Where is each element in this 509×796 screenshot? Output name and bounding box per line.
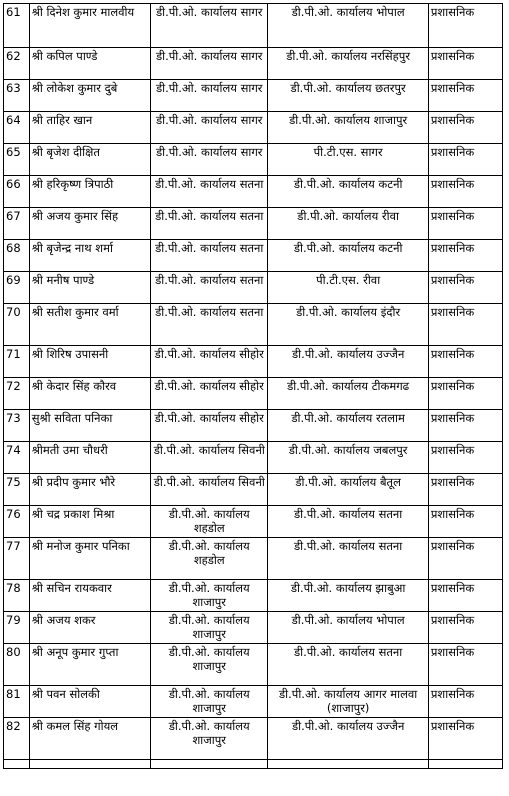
current-posting-cell: डी.पी.ओ. कार्यालय सतना bbox=[151, 176, 268, 208]
employee-name-cell: श्रीमती उमा चौधरी bbox=[29, 442, 150, 474]
serial-number-cell: 75 bbox=[4, 474, 30, 506]
serial-number-cell: 80 bbox=[4, 644, 30, 686]
current-posting-cell: डी.पी.ओ. कार्यालय शाजापुर bbox=[151, 718, 268, 760]
table-row bbox=[4, 112, 503, 144]
table-row-continuation bbox=[4, 760, 503, 769]
current-posting-cell: डी.पी.ओ. कार्यालय सीहोर bbox=[151, 378, 268, 410]
transfer-table bbox=[3, 3, 503, 769]
table-row bbox=[4, 240, 503, 272]
transfer-type-cell: प्रशासनिक bbox=[428, 378, 502, 410]
table-row bbox=[4, 48, 503, 80]
employee-name-cell: श्री दिनेश कुमार मालवीय bbox=[29, 4, 150, 48]
table-row bbox=[4, 686, 503, 718]
serial-number-cell: 72 bbox=[4, 378, 30, 410]
table-row bbox=[4, 144, 503, 176]
current-posting-cell: डी.पी.ओ. कार्यालय शाजापुर bbox=[151, 580, 268, 612]
current-posting-cell: डी.पी.ओ. कार्यालय सतना bbox=[151, 208, 268, 240]
serial-number-cell: 77 bbox=[4, 538, 30, 580]
new-posting-cell: पी.टी.एस. सागर bbox=[268, 144, 429, 176]
transfer-type-cell: प्रशासनिक bbox=[428, 410, 502, 442]
new-posting-cell: डी.पी.ओ. कार्यालय उज्जैन bbox=[268, 346, 429, 378]
new-posting-cell: डी.पी.ओ. कार्यालय टीकमगढ bbox=[268, 378, 429, 410]
new-posting-cell: डी.पी.ओ. कार्यालय सतना bbox=[268, 538, 429, 580]
new-posting-cell: डी.पी.ओ. कार्यालय इंदौर bbox=[268, 304, 429, 346]
table-row bbox=[4, 346, 503, 378]
new-posting-cell: डी.पी.ओ. कार्यालय जबलपुर bbox=[268, 442, 429, 474]
current-posting-cell: डी.पी.ओ. कार्यालय सागर bbox=[151, 112, 268, 144]
new-posting-cell: डी.पी.ओ. कार्यालय छतरपुर bbox=[268, 80, 429, 112]
current-posting-cell: डी.पी.ओ. कार्यालय सीहोर bbox=[151, 410, 268, 442]
transfer-table-body bbox=[4, 4, 503, 769]
current-posting-cell: डी.पी.ओ. कार्यालय शाजापुर bbox=[151, 644, 268, 686]
employee-name-cell: श्री केदार सिंह कौरव bbox=[29, 378, 150, 410]
table-row bbox=[4, 580, 503, 612]
serial-number-cell: 61 bbox=[4, 4, 30, 48]
transfer-type-cell: प्रशासनिक bbox=[428, 580, 502, 612]
serial-number-cell: 73 bbox=[4, 410, 30, 442]
new-posting-cell: डी.पी.ओ. कार्यालय भोपाल bbox=[268, 612, 429, 644]
current-posting-cell: डी.पी.ओ. कार्यालय सागर bbox=[151, 144, 268, 176]
employee-name-cell: सुश्री सविता पनिका bbox=[29, 410, 150, 442]
table-row bbox=[4, 612, 503, 644]
table-row bbox=[4, 4, 503, 48]
new-posting-cell: डी.पी.ओ. कार्यालय शाजापुर bbox=[268, 112, 429, 144]
transfer-type-cell: प्रशासनिक bbox=[428, 144, 502, 176]
employee-name-cell: श्री मनीष पाण्डे bbox=[29, 272, 150, 304]
transfer-type-cell: प्रशासनिक bbox=[428, 272, 502, 304]
serial-number-cell: 74 bbox=[4, 442, 30, 474]
employee-name-cell: श्री शिरिष उपासनी bbox=[29, 346, 150, 378]
transfer-type-cell: प्रशासनिक bbox=[428, 442, 502, 474]
current-posting-cell: डी.पी.ओ. कार्यालय सतना bbox=[151, 304, 268, 346]
transfer-type-cell: प्रशासनिक bbox=[428, 48, 502, 80]
current-posting-cell: डी.पी.ओ. कार्यालय सागर bbox=[151, 80, 268, 112]
serial-number-cell: 69 bbox=[4, 272, 30, 304]
new-posting-cell: पी.टी.एस. रीवा bbox=[268, 272, 429, 304]
current-posting-cell: डी.पी.ओ. कार्यालय शाजापुर bbox=[151, 686, 268, 718]
transfer-type-cell: प्रशासनिक bbox=[428, 474, 502, 506]
serial-number-cell: 78 bbox=[4, 580, 30, 612]
serial-number-cell: 79 bbox=[4, 612, 30, 644]
employee-name-cell: श्री अनूप कुमार गुप्ता bbox=[29, 644, 150, 686]
employee-name-cell: श्री हरिकृष्ण त्रिपाठी bbox=[29, 176, 150, 208]
transfer-type-cell: प्रशासनिक bbox=[428, 346, 502, 378]
current-posting-cell: डी.पी.ओ. कार्यालय सतना bbox=[151, 272, 268, 304]
transfer-type-cell: प्रशासनिक bbox=[428, 240, 502, 272]
table-row bbox=[4, 304, 503, 346]
new-posting-cell: डी.पी.ओ. कार्यालय झाबुआ bbox=[268, 580, 429, 612]
employee-name-cell: श्री अजय शकर bbox=[29, 612, 150, 644]
employee-name-cell: श्री ताहिर खान bbox=[29, 112, 150, 144]
new-posting-cell: डी.पी.ओ. कार्यालय रीवा bbox=[268, 208, 429, 240]
serial-number-cell: 71 bbox=[4, 346, 30, 378]
current-posting-cell: डी.पी.ओ. कार्यालय शहडोल bbox=[151, 538, 268, 580]
transfer-type-cell: प्रशासनिक bbox=[428, 304, 502, 346]
employee-name-cell: श्री मनोज कुमार पनिका bbox=[29, 538, 150, 580]
new-posting-cell: डी.पी.ओ. कार्यालय कटनी bbox=[268, 240, 429, 272]
serial-number-cell: 67 bbox=[4, 208, 30, 240]
table-row bbox=[4, 644, 503, 686]
new-posting-cell: डी.पी.ओ. कार्यालय सतना bbox=[268, 644, 429, 686]
new-posting-cell: डी.पी.ओ. कार्यालय कटनी bbox=[268, 176, 429, 208]
transfer-type-cell: प्रशासनिक bbox=[428, 644, 502, 686]
employee-name-cell: श्री लोकेश कुमार दुबे bbox=[29, 80, 150, 112]
serial-number-cell: 62 bbox=[4, 48, 30, 80]
serial-number-cell: 63 bbox=[4, 80, 30, 112]
serial-number-cell: 76 bbox=[4, 506, 30, 538]
employee-name-cell: श्री सतीश कुमार वर्मा bbox=[29, 304, 150, 346]
new-posting-cell: डी.पी.ओ. कार्यालय सतना bbox=[268, 506, 429, 538]
employee-name-cell: श्री प्रदीप कुमार भौरे bbox=[29, 474, 150, 506]
empty-cell bbox=[268, 760, 429, 769]
employee-name-cell: श्री बृजेन्द्र नाथ शर्मा bbox=[29, 240, 150, 272]
employee-name-cell: श्री कमल सिंह गोयल bbox=[29, 718, 150, 760]
serial-number-cell: 82 bbox=[4, 718, 30, 760]
table-row bbox=[4, 410, 503, 442]
current-posting-cell: डी.पी.ओ. कार्यालय सागर bbox=[151, 48, 268, 80]
serial-number-cell: 70 bbox=[4, 304, 30, 346]
current-posting-cell: डी.पी.ओ. कार्यालय सीहोर bbox=[151, 346, 268, 378]
table-row bbox=[4, 538, 503, 580]
transfer-type-cell: प्रशासनिक bbox=[428, 112, 502, 144]
table-row bbox=[4, 378, 503, 410]
empty-cell bbox=[4, 760, 30, 769]
transfer-type-cell: प्रशासनिक bbox=[428, 686, 502, 718]
table-row bbox=[4, 272, 503, 304]
transfer-type-cell: प्रशासनिक bbox=[428, 718, 502, 760]
table-row bbox=[4, 474, 503, 506]
new-posting-cell: डी.पी.ओ. कार्यालय नरसिंहपुर bbox=[268, 48, 429, 80]
employee-name-cell: श्री सचिन रायकवार bbox=[29, 580, 150, 612]
serial-number-cell: 64 bbox=[4, 112, 30, 144]
employee-name-cell: श्री अजय कुमार सिंह bbox=[29, 208, 150, 240]
serial-number-cell: 81 bbox=[4, 686, 30, 718]
employee-name-cell: श्री बृजेश दीक्षित bbox=[29, 144, 150, 176]
current-posting-cell: डी.पी.ओ. कार्यालय शाजापुर bbox=[151, 612, 268, 644]
transfer-type-cell: प्रशासनिक bbox=[428, 612, 502, 644]
empty-cell bbox=[151, 760, 268, 769]
table-row bbox=[4, 80, 503, 112]
table-row bbox=[4, 176, 503, 208]
table-row bbox=[4, 718, 503, 760]
new-posting-cell: डी.पी.ओ. कार्यालय उज्जैन bbox=[268, 718, 429, 760]
table-row bbox=[4, 506, 503, 538]
empty-cell bbox=[428, 760, 502, 769]
current-posting-cell: डी.पी.ओ. कार्यालय सिवनी bbox=[151, 442, 268, 474]
transfer-type-cell: प्रशासनिक bbox=[428, 538, 502, 580]
serial-number-cell: 65 bbox=[4, 144, 30, 176]
employee-name-cell: श्री कपिल पाण्डे bbox=[29, 48, 150, 80]
table-row bbox=[4, 208, 503, 240]
employee-name-cell: श्री पवन सोलकी bbox=[29, 686, 150, 718]
current-posting-cell: डी.पी.ओ. कार्यालय सागर bbox=[151, 4, 268, 48]
current-posting-cell: डी.पी.ओ. कार्यालय शहडोल bbox=[151, 506, 268, 538]
new-posting-cell: डी.पी.ओ. कार्यालय रतलाम bbox=[268, 410, 429, 442]
transfer-type-cell: प्रशासनिक bbox=[428, 176, 502, 208]
serial-number-cell: 66 bbox=[4, 176, 30, 208]
empty-cell bbox=[29, 760, 150, 769]
table-row bbox=[4, 442, 503, 474]
transfer-type-cell: प्रशासनिक bbox=[428, 208, 502, 240]
current-posting-cell: डी.पी.ओ. कार्यालय सिवनी bbox=[151, 474, 268, 506]
transfer-type-cell: प्रशासनिक bbox=[428, 506, 502, 538]
serial-number-cell: 68 bbox=[4, 240, 30, 272]
new-posting-cell: डी.पी.ओ. कार्यालय आगर मालवा (शाजापुर) bbox=[268, 686, 429, 718]
new-posting-cell: डी.पी.ओ. कार्यालय बैतूल bbox=[268, 474, 429, 506]
transfer-type-cell: प्रशासनिक bbox=[428, 80, 502, 112]
employee-name-cell: श्री चद्र प्रकाश मिश्रा bbox=[29, 506, 150, 538]
transfer-type-cell: प्रशासनिक bbox=[428, 4, 502, 48]
new-posting-cell: डी.पी.ओ. कार्यालय भोपाल bbox=[268, 4, 429, 48]
current-posting-cell: डी.पी.ओ. कार्यालय सतना bbox=[151, 240, 268, 272]
